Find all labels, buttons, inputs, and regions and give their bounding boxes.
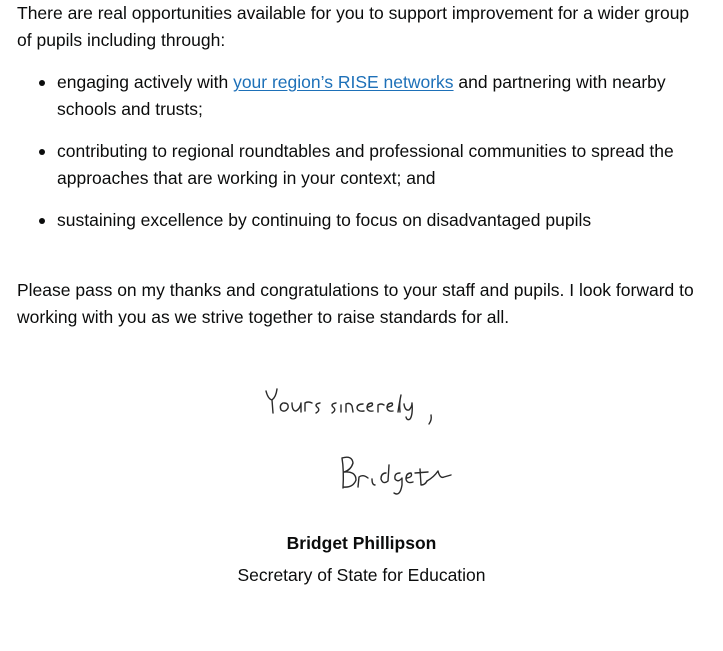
list-item: sustaining excellence by continuing to focus on disadvantaged pupils bbox=[57, 207, 707, 234]
signature-handwriting bbox=[342, 457, 451, 494]
opportunities-list bbox=[17, 69, 707, 234]
sign-off-handwriting bbox=[266, 389, 431, 424]
list-item-text-before: engaging actively with bbox=[57, 72, 234, 92]
list-item bbox=[57, 69, 707, 123]
thanks-paragraph: Please pass on my thanks and congratulations to your staff and pupils. I look forward to working with you as we strive together to raise standards for all. bbox=[17, 280, 694, 327]
list-item-text-after: and partnering with nearby schools and trusts; bbox=[57, 72, 666, 119]
signatory-name: Bridget Phillipson bbox=[286, 533, 437, 553]
list-item: contributing to regional roundtables and professional communities to spread the approaches that are working in your context; and bbox=[57, 138, 707, 192]
signatory-role: Secretary of State for Education bbox=[237, 565, 486, 585]
handwritten-signature-block bbox=[0, 375, 723, 515]
handwritten-signature-image bbox=[0, 375, 723, 515]
letter-body bbox=[17, 0, 707, 331]
intro-paragraph: There are real opportunities available for you to support improvement for a wider group of pupils including through: bbox=[17, 3, 690, 50]
rise-networks-link[interactable]: your region’s RISE networks bbox=[233, 72, 454, 92]
